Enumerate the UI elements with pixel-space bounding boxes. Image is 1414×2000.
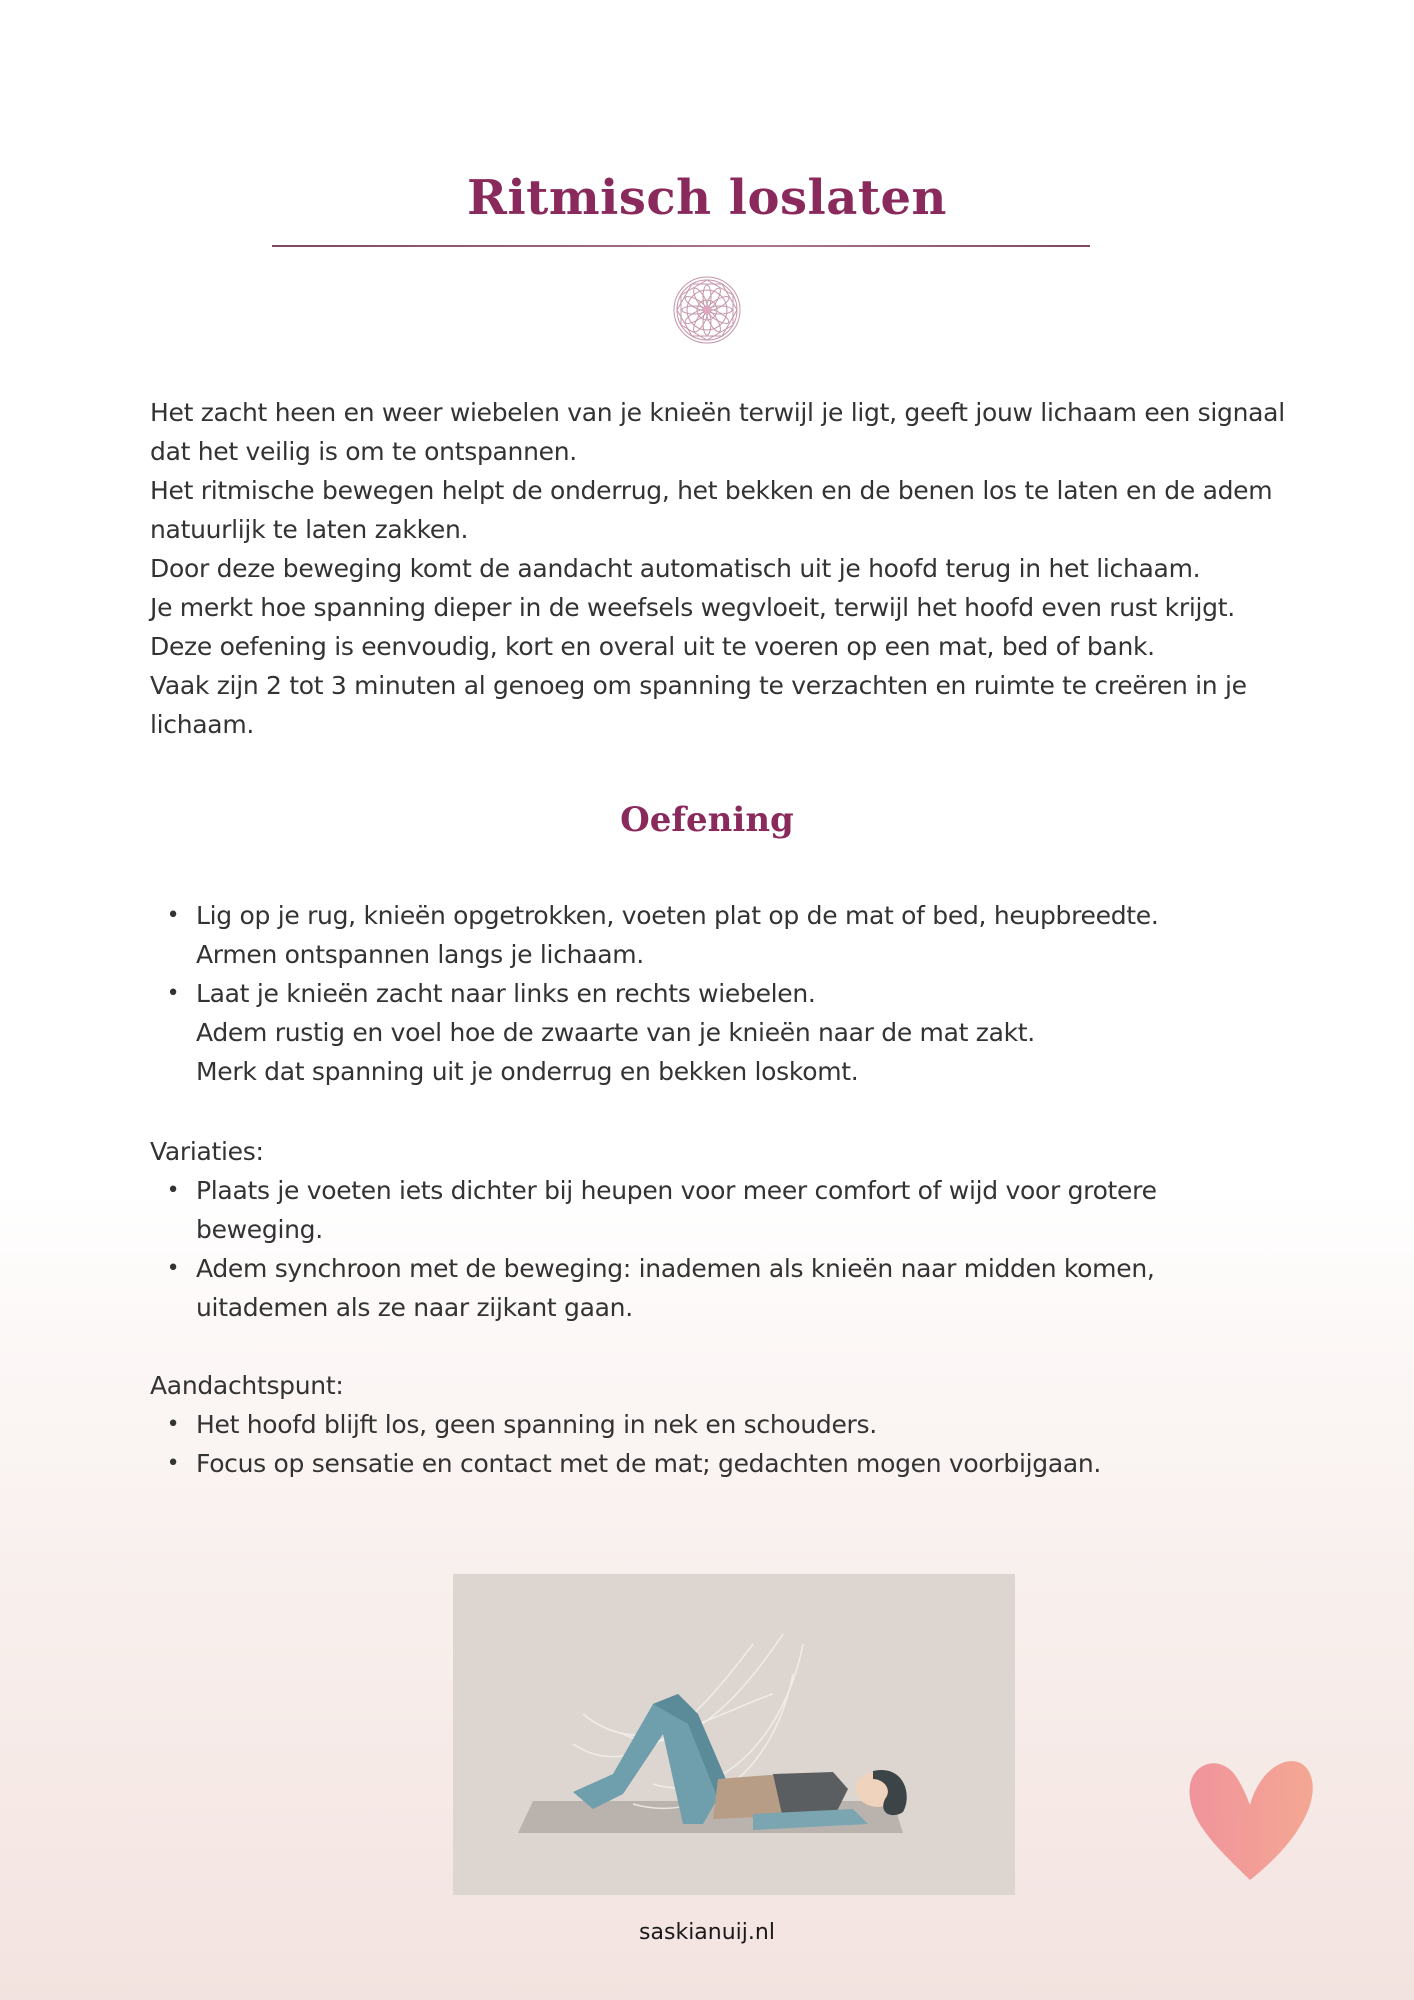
bullet-icon: •	[166, 1256, 180, 1281]
bullet-icon: •	[166, 1412, 180, 1437]
step-line: Merk dat spanning uit je onderrug en bekken loskomt.	[196, 1057, 859, 1086]
intro-line: Je merkt hoe spanning dieper in de weefsels wegvloeit, terwijl het hoofd even rust krijgt.	[150, 593, 1235, 622]
list-item	[150, 1405, 1330, 1444]
list-item	[150, 1444, 1330, 1483]
intro-line: Vaak zijn 2 tot 3 minuten al genoeg om spanning te verzachten en ruimte te creëren in je lichaam.	[150, 671, 1247, 739]
bullet-icon: •	[166, 1451, 180, 1476]
step-line: Adem rustig en voel hoe de zwaarte van je knieën naar de mat zakt.	[196, 1018, 1035, 1047]
intro-line: Het zacht heen en weer wiebelen van je knieën terwijl je ligt, geeft jouw lichaam een signaal dat het veilig is om te ontspannen.	[150, 398, 1285, 466]
bullet-icon: •	[166, 981, 180, 1006]
variations-label: Variaties:	[150, 1137, 264, 1166]
section-title-oefening: Oefening	[620, 800, 794, 840]
list-item	[150, 1249, 1330, 1327]
attention-label: Aandachtspunt:	[150, 1371, 344, 1400]
step-line: Armen ontspannen langs je lichaam.	[196, 940, 644, 969]
attention-text: Focus op sensatie en contact met de mat; gedachten mogen voorbijgaan.	[196, 1449, 1102, 1478]
step-line: Lig op je rug, knieën opgetrokken, voeten plat op de mat of bed, heupbreedte.	[196, 901, 1159, 930]
attention-section	[150, 1366, 1330, 1483]
list-item	[150, 1171, 1330, 1249]
bullet-icon: •	[166, 1178, 180, 1203]
exercise-illustration	[453, 1574, 1015, 1895]
title-divider	[272, 245, 1090, 247]
mandala-icon	[672, 275, 742, 345]
footer-website: saskianuij.nl	[639, 1920, 775, 1945]
heart-icon	[1180, 1750, 1320, 1885]
intro-line: Deze oefening is eenvoudig, kort en overal uit te voeren op een mat, bed of bank.	[150, 632, 1155, 661]
intro-line: Het ritmische bewegen helpt de onderrug, het bekken en de benen los te laten en de adem natuurlijk te laten zakken.	[150, 476, 1273, 544]
bullet-icon: •	[166, 903, 180, 928]
list-item	[150, 896, 1330, 974]
intro-paragraph	[150, 393, 1330, 744]
variation-text: Adem synchroon met de beweging: inademen als knieën naar midden komen, uitademen als ze naar zijkant gaan.	[196, 1254, 1155, 1322]
variation-text: Plaats je voeten iets dichter bij heupen voor meer comfort of wijd voor grotere beweging.	[196, 1176, 1157, 1244]
list-item	[150, 974, 1330, 1091]
step-line: Laat je knieën zacht naar links en rechts wiebelen.	[196, 979, 816, 1008]
page-title: Ritmisch loslaten	[467, 170, 947, 226]
variations-section	[150, 1132, 1330, 1327]
exercise-steps	[150, 896, 1330, 1091]
attention-text: Het hoofd blijft los, geen spanning in nek en schouders.	[196, 1410, 877, 1439]
intro-line: Door deze beweging komt de aandacht automatisch uit je hoofd terug in het lichaam.	[150, 554, 1201, 583]
